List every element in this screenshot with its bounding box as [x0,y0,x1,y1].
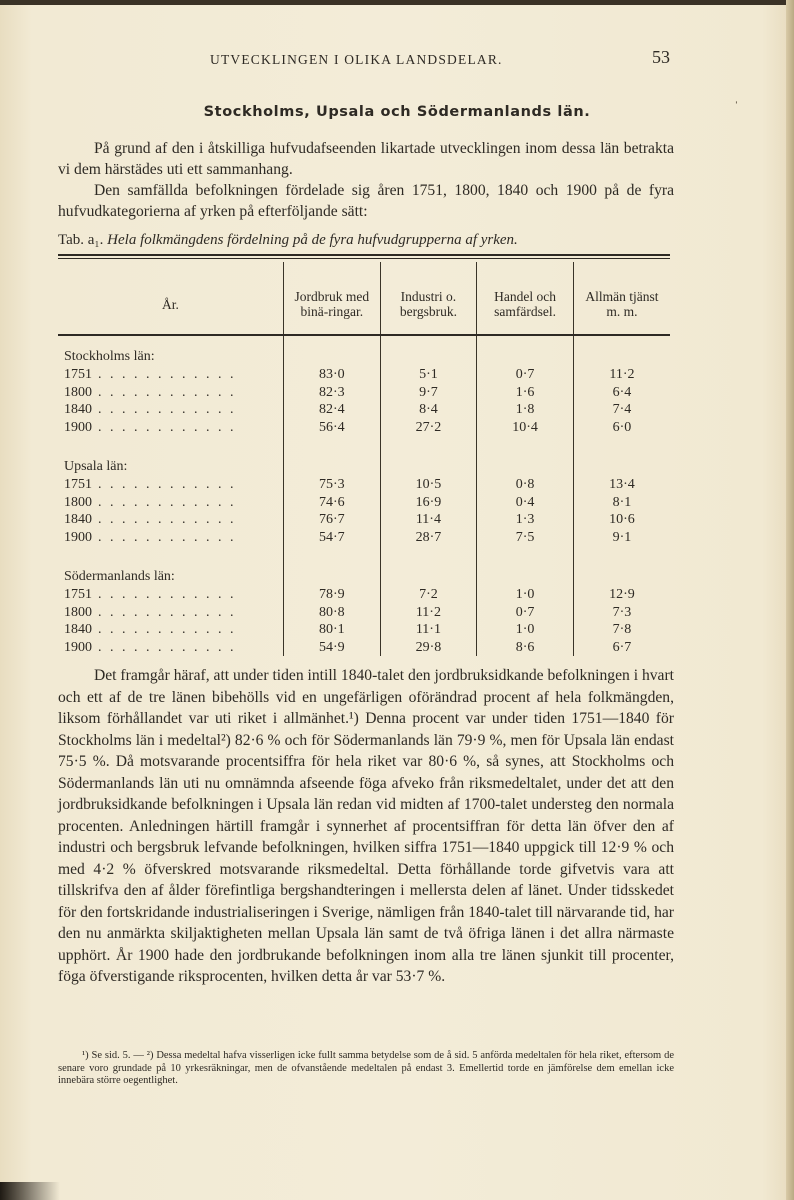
value-cell: 82·3 [283,384,380,402]
value-cell: 11·2 [573,366,670,384]
value-cell: 8·6 [477,639,574,657]
year-cell [58,419,283,437]
table-row [58,419,670,437]
value-cell: 6·7 [573,639,670,657]
intro-paragraph-1: På grund af den i åtskilliga hufvudafseenden likartade utvecklingen inom dessa län betrakta vi dem härstädes uti ett sammanhang. [58,140,674,178]
year-cell [58,476,283,494]
table-row [58,476,670,494]
header-trade: Handel och samfärdsel. [477,262,574,335]
leader-dots: . . . . . . . . . . . . [92,604,236,620]
value-cell: 80·8 [283,604,380,622]
table-cell-empty [573,335,670,366]
year-cell [58,366,283,384]
table-cell-empty [380,436,477,446]
year-value: 1800 [64,494,92,510]
table-group-row [58,556,670,586]
year-value: 1751 [64,477,92,492]
value-cell: 76·7 [283,511,380,529]
value-cell: 28·7 [380,529,477,547]
group-name: Upsala län: [64,459,128,475]
table-cell-empty [573,436,670,446]
table-cell-empty [477,436,574,446]
value-cell: 10·6 [573,511,670,529]
table-row [58,586,670,604]
footnote: ¹) Se sid. 5. — ²) Dessa medeltal hafva visserligen icke fullt samma betydelse som de å sid. 5 anförda medeltalen för hela riket, eftersom de senare voro grundade på 10 yrkesräkningar, men de ofvanstående medeltalen på endast 3. Emellertid torde en jämförelse dem emellan icke innebära större oegentlighet. [58,1050,674,1086]
year-cell [58,529,283,547]
year-cell [58,494,283,512]
table-cell-empty [58,546,283,556]
year-cell [58,401,283,419]
table-body [58,335,670,656]
table-cell-empty [283,335,380,366]
year-value: 1800 [64,384,92,400]
leader-dots: . . . . . . . . . . . . [92,419,236,435]
table-caption-label: Tab. a₁. [58,232,104,248]
value-cell: 8·4 [380,401,477,419]
leader-dots: . . . . . . . . . . . . [92,477,236,492]
value-cell: 54·9 [283,639,380,657]
table-cell-empty [477,446,574,476]
year-value: 1900 [64,639,92,655]
table-header-row [58,262,670,335]
year-value: 1840 [64,622,92,637]
value-cell: 11·4 [380,511,477,529]
table-cell-empty [380,335,477,366]
value-cell: 8·1 [573,494,670,512]
value-cell: 0·7 [477,604,574,622]
table-row [58,401,670,419]
table-cell-empty [283,556,380,586]
table-cell-empty [380,446,477,476]
section-title: Stockholms, Upsala och Södermanlands län. [203,104,591,120]
page-number: 53 [652,47,670,67]
main-paragraph: Det framgår häraf, att under tiden intill 1840-talet den jordbruksidkande befolkningen i hvart och ett af de tre länen bibehölls vid en ungefärligen oförändrad procent af hela folkmängden, liksom förhållandet var uti riket i allmänhet.¹) Denna procent var under tiden 1751—1840 för Stockholms län i medeltal²) 82·6 % och för Södermanlands län 79·9 %, men för Upsala län endast 75·5 %. Då motsvarande procentsiffra för hela riket var 80·6 %, så synes, att Stockholms och Södermanlands län uti nu omnämnda afseende föga afveko från riksmedeltalet, under det att den jordbruksidkande befolkningen i Upsala län redan vid midten af 1700-talet understeg den normala procenten. Anledningen härtill framgår i synnerhet af procentsiffran för detta län öfver den af industri och bergsbruk lefvande befolkningen, hvilken siffra 1751—1840 uppgick till 12·9 % och med 4·2 % öfverskred motsvarande riksmedeltal. Detta förhållande torde gifvetvis vara att tillskrifva den af ålder förefintliga bergshandteringen i mellersta delen af länet. Under tidsskedet för den fortskridande industrialiseringen i Sverige, nämligen från 1840-talet till närvarande tid, har den nu anmärkta skiljaktigheten mellan Upsala län samt de två öfriga länen i det allra närmaste upphört. År 1900 hade den jordbrukande befolkningen inom alla tre länen sjunkit till procenter, föga öfverstigande riksprocenten, hvilken detta år var 53·7 %. [58,667,674,985]
header-industry: Industri o. bergsbruk. [380,262,477,335]
value-cell: 7·3 [573,604,670,622]
value-cell: 7·8 [573,621,670,639]
leader-dots: . . . . . . . . . . . . [92,494,236,510]
page-top-edge [0,0,794,5]
year-cell [58,604,283,622]
value-cell: 27·2 [380,419,477,437]
intro-paragraph-2: Den samfällda befolkningen fördelade sig åren 1751, 1800, 1840 och 1900 på de fyra hufvudkategorierna af yrken på efterföljande sätt: [58,182,674,220]
table-cell-empty [573,556,670,586]
year-value: 1751 [64,587,92,602]
value-cell: 1·6 [477,384,574,402]
table-row [58,384,670,402]
value-cell: 12·9 [573,586,670,604]
table-top-rule [58,254,670,256]
value-cell: 11·1 [380,621,477,639]
page-right-edge [786,0,794,1200]
value-cell: 7·5 [477,529,574,547]
value-cell: 80·1 [283,621,380,639]
value-cell: 0·8 [477,476,574,494]
value-cell: 11·2 [380,604,477,622]
table-cell-empty [283,546,380,556]
table-row [58,604,670,622]
table-row [58,529,670,547]
value-cell: 6·0 [573,419,670,437]
year-cell [58,639,283,657]
table-cell-empty [283,446,380,476]
value-cell: 75·3 [283,476,380,494]
leader-dots: . . . . . . . . . . . . [92,402,236,417]
year-value: 1800 [64,604,92,620]
table-cell-empty [477,335,574,366]
table-top-rule-thin [58,258,670,259]
value-cell: 83·0 [283,366,380,384]
year-cell [58,621,283,639]
leader-dots: . . . . . . . . . . . . [92,587,236,602]
year-cell [58,511,283,529]
value-cell: 0·7 [477,366,574,384]
table-cell-empty [380,556,477,586]
table-row [58,494,670,512]
value-cell: 16·9 [380,494,477,512]
table-cell-empty [477,546,574,556]
value-cell: 9·1 [573,529,670,547]
page-bottom-corner [0,1182,60,1200]
value-cell: 54·7 [283,529,380,547]
table-caption [58,232,674,249]
value-cell: 13·4 [573,476,670,494]
leader-dots: . . . . . . . . . . . . [92,367,236,382]
table-cell-empty [573,446,670,476]
table-row [58,511,670,529]
header-year: År. [58,262,283,335]
leader-dots: . . . . . . . . . . . . [92,622,236,637]
value-cell: 78·9 [283,586,380,604]
leader-dots: . . . . . . . . . . . . [92,512,236,527]
value-cell: 6·4 [573,384,670,402]
value-cell: 1·0 [477,621,574,639]
table-cell-empty [283,436,380,446]
group-name: Stockholms län: [64,349,155,365]
leader-dots: . . . . . . . . . . . . [92,384,236,400]
table-cell-empty [573,546,670,556]
table-caption-title: Hela folkmängdens fördelning på de fyra hufvudgrupperna af yrken. [107,232,518,248]
table-group-row [58,335,670,366]
leader-dots: . . . . . . . . . . . . [92,639,236,655]
value-cell: 10·5 [380,476,477,494]
leader-dots: . . . . . . . . . . . . [92,529,236,545]
table-row [58,639,670,657]
year-value: 1900 [64,419,92,435]
value-cell: 5·1 [380,366,477,384]
occupation-table [58,262,670,656]
year-cell [58,384,283,402]
year-value: 1840 [64,402,92,417]
header-agriculture: Jordbruk med binä-ringar. [283,262,380,335]
value-cell: 1·3 [477,511,574,529]
value-cell: 29·8 [380,639,477,657]
table-cell-empty [380,546,477,556]
value-cell: 7·2 [380,586,477,604]
table-cell-empty [477,556,574,586]
year-value: 1900 [64,529,92,545]
running-head: UTVECKLINGEN I OLIKA LANDSDELAR. [210,52,503,67]
group-name: Södermanlands län: [64,569,175,585]
value-cell: 82·4 [283,401,380,419]
table-row [58,621,670,639]
value-cell: 56·4 [283,419,380,437]
year-value: 1751 [64,367,92,382]
table-row [58,366,670,384]
year-cell [58,586,283,604]
value-cell: 1·8 [477,401,574,419]
table-spacer-row [58,436,670,446]
table-spacer-row [58,546,670,556]
table-cell-empty [58,436,283,446]
value-cell: 7·4 [573,401,670,419]
margin-mark: ˈ [734,100,739,115]
value-cell: 9·7 [380,384,477,402]
header-public-service: Allmän tjänst m. m. [573,262,670,335]
year-value: 1840 [64,512,92,527]
value-cell: 10·4 [477,419,574,437]
value-cell: 0·4 [477,494,574,512]
table-group-row [58,446,670,476]
value-cell: 74·6 [283,494,380,512]
value-cell: 1·0 [477,586,574,604]
